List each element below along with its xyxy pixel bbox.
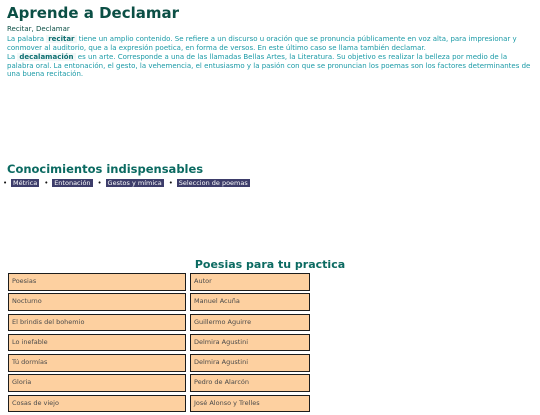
intro-paragraph-declamacion [7, 53, 535, 79]
bullet-icon: • [97, 179, 102, 187]
bullet-icon: • [168, 179, 173, 187]
poem-title-cell[interactable]: Tú dormías [8, 354, 186, 372]
topic-item-seleccion [169, 179, 255, 187]
term-declamacion: decalamación [19, 53, 74, 61]
topic-item-gestos [98, 179, 169, 187]
poem-title-cell[interactable]: Lo inefable [8, 334, 186, 352]
poem-title-cell[interactable]: Cosas de viejo [8, 395, 186, 413]
bullet-icon: • [3, 179, 8, 187]
poem-author-cell: Delmira Agustini [190, 354, 310, 372]
section-heading: Conocimientos indispensables [7, 162, 204, 176]
link-seleccion-de-poemas[interactable]: Seleccion de poemas [178, 179, 248, 187]
poems-table [8, 273, 310, 415]
poem-author-cell: Delmira Agustini [190, 334, 310, 352]
poem-title-cell[interactable]: Nocturno [8, 293, 186, 311]
poem-author-cell: José Alonso y Trelles [190, 395, 310, 413]
link-metrica[interactable]: Métrica [13, 179, 38, 187]
table-header-autor: Autor [190, 273, 310, 291]
intro-text: La palabra [7, 35, 47, 43]
table-header-poesias: Poesias [8, 273, 186, 291]
term-recitar: recitar [48, 35, 75, 43]
page-subtitle: Recitar, Declamar [7, 25, 70, 33]
poem-author-cell: Manuel Acuña [190, 293, 310, 311]
poem-author-cell: Pedro de Alarcón [190, 374, 310, 392]
topic-item-metrica [3, 179, 44, 187]
bullet-icon: • [44, 179, 49, 187]
topic-item-entonacion [44, 179, 97, 187]
intro-paragraph-recitar [7, 35, 535, 52]
poem-author-cell: Guillermo Aguirre [190, 314, 310, 332]
intro-text: La [7, 53, 18, 61]
intro-text: es un arte. Corresponde a una de las llamadas Bellas Artes, la Literatura. Su objetivo es realizar la belleza por medio de la palabra oral. La entonación, el gesto, la vehemencia, el entusiasmo y la pasión con que se pronuncian los poemas son los factores determinantes de una buena recitación. [7, 53, 531, 79]
link-entonacion[interactable]: Entonación [54, 179, 91, 187]
page-title: Aprende a Declamar [7, 4, 180, 22]
topic-links [3, 179, 255, 187]
intro-text: tiene un amplio contenido. Se refiere a un discurso u oración que se pronuncia públicamente en voz alta, para impresionar y conmover al auditorio, que a la expresión poetica, en forma de versos. En este último caso se llama también declamar. [7, 35, 517, 52]
link-gestos-y-mimica[interactable]: Gestos y mímica [107, 179, 162, 187]
poem-title-cell[interactable]: El brindis del bohemio [8, 314, 186, 332]
poem-title-cell[interactable]: Gloria [8, 374, 186, 392]
poems-table-title: Poesias para tu practica [194, 258, 346, 271]
